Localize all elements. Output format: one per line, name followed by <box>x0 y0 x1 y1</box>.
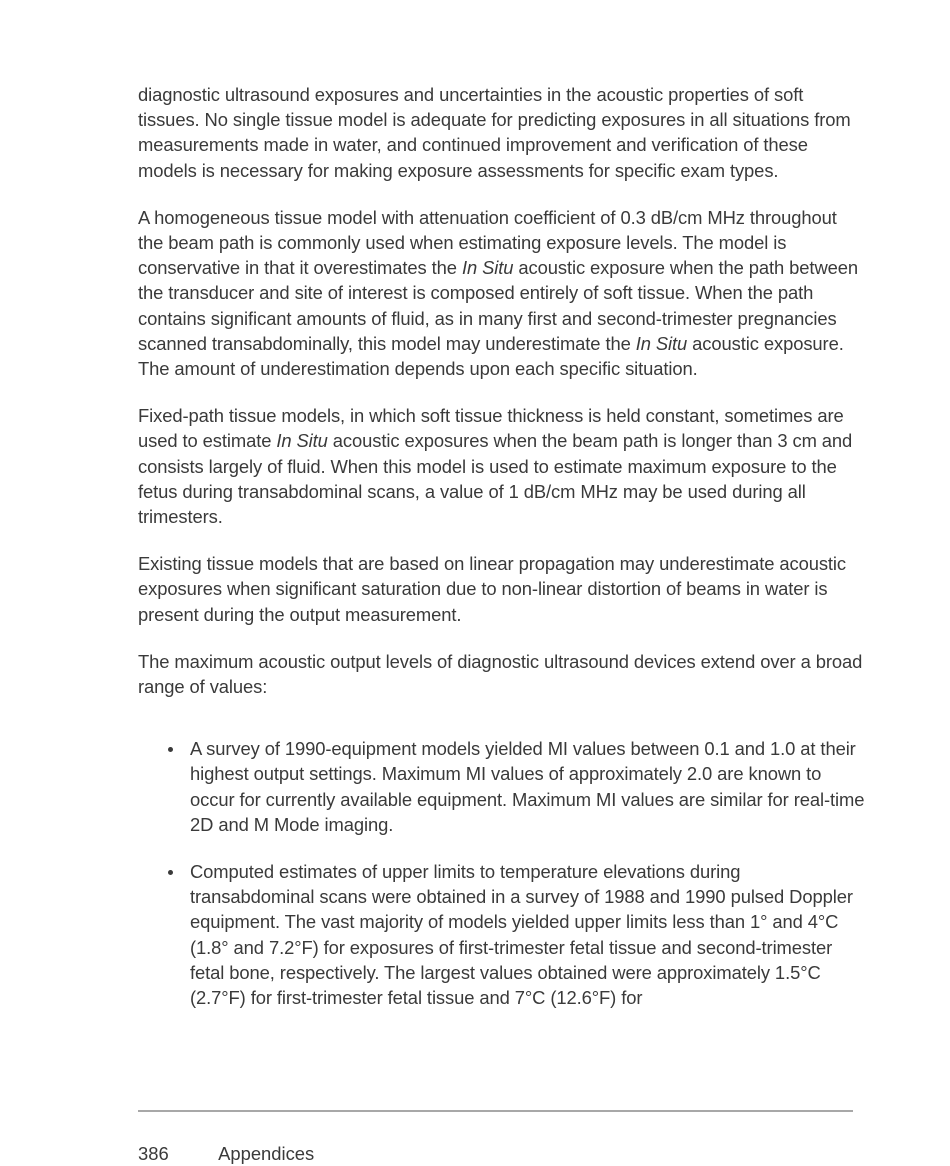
paragraph <box>138 649 866 699</box>
bullet-item <box>138 736 866 837</box>
paragraph <box>138 82 866 183</box>
text-run: Existing tissue models that are based on linear propagation may underestimate acoustic exposures when significant saturation due to non-linear distortion of beams in water is present during the output measurement. <box>138 553 847 625</box>
footer-section-title: Appendices <box>218 1143 315 1164</box>
text-run: diagnostic ultrasound exposures and uncertainties in the acoustic properties of soft tissues. No single tissue model is adequate for predicting exposures in all situations from measurements made in water, and continued improvement and verification of these models is necessary for making exposure assessments for specific exam types. <box>138 84 851 181</box>
bullet-text: Computed estimates of upper limits to temperature elevations during transabdominal scans were obtained in a survey of 1988 and 1990 pulsed Doppler equipment. The vast majority of models yielded upper limits less than 1° and 4°C (1.8° and 7.2°F) for exposures of first-trimester fetal tissue and second-trimester fetal bone, respectively. The largest values obtained were approximately 1.5°C (2.7°F) for first-trimester fetal tissue and 7°C (12.6°F) for <box>190 861 853 1009</box>
bullet-dot-icon <box>168 747 173 752</box>
paragraph <box>138 403 866 529</box>
bullet-item <box>138 859 866 1010</box>
text-run: A homogeneous tissue model with attenuation coefficient of 0.3 dB/cm MHz throughout the beam path is commonly used when estimating exposure levels. The model is conservative in that it overestimates the <box>138 206 837 279</box>
italic-term: In Situ <box>635 332 688 354</box>
text-run: acoustic exposure when the path between the transducer and site of interest is composed entirely of soft tissue. When the path contains significant amounts of fluid, as in many first and second-trimester pregnancies scanned transabdominally, this model may underestimate the <box>138 257 859 354</box>
page-number: 386 <box>138 1143 169 1164</box>
text-run: acoustic exposures when the beam path is longer than 3 cm and consists largely of fluid. When this model is used to estimate maximum exposure to the fetus during transabdominal scans, a value of 1 dB/cm MHz may be used during all trimesters. <box>138 430 853 528</box>
text-run: The maximum acoustic output levels of diagnostic ultrasound devices extend over a broad range of values: <box>138 650 863 698</box>
body-text <box>138 82 866 699</box>
page-footer <box>138 1143 314 1165</box>
paragraph <box>138 551 866 627</box>
bullet-dot-icon <box>168 870 173 875</box>
page-body <box>138 82 866 1032</box>
italic-term: In Situ <box>461 257 514 279</box>
bullet-list <box>138 736 866 1010</box>
footer-divider <box>138 1110 853 1112</box>
bullet-text: A survey of 1990-equipment models yielded MI values between 0.1 and 1.0 at their highest output settings. Maximum MI values of approximately 2.0 are known to occur for currently available equipment. Maximum MI values are similar for real-time 2D and M Mode imaging. <box>190 738 865 835</box>
text-run: Fixed-path tissue models, in which soft tissue thickness is held constant, sometimes are used to estimate <box>138 405 844 452</box>
paragraph <box>138 205 866 381</box>
text-run: acoustic exposure. The amount of underestimation depends upon each specific situation. <box>138 332 844 380</box>
italic-term: In Situ <box>276 430 328 452</box>
